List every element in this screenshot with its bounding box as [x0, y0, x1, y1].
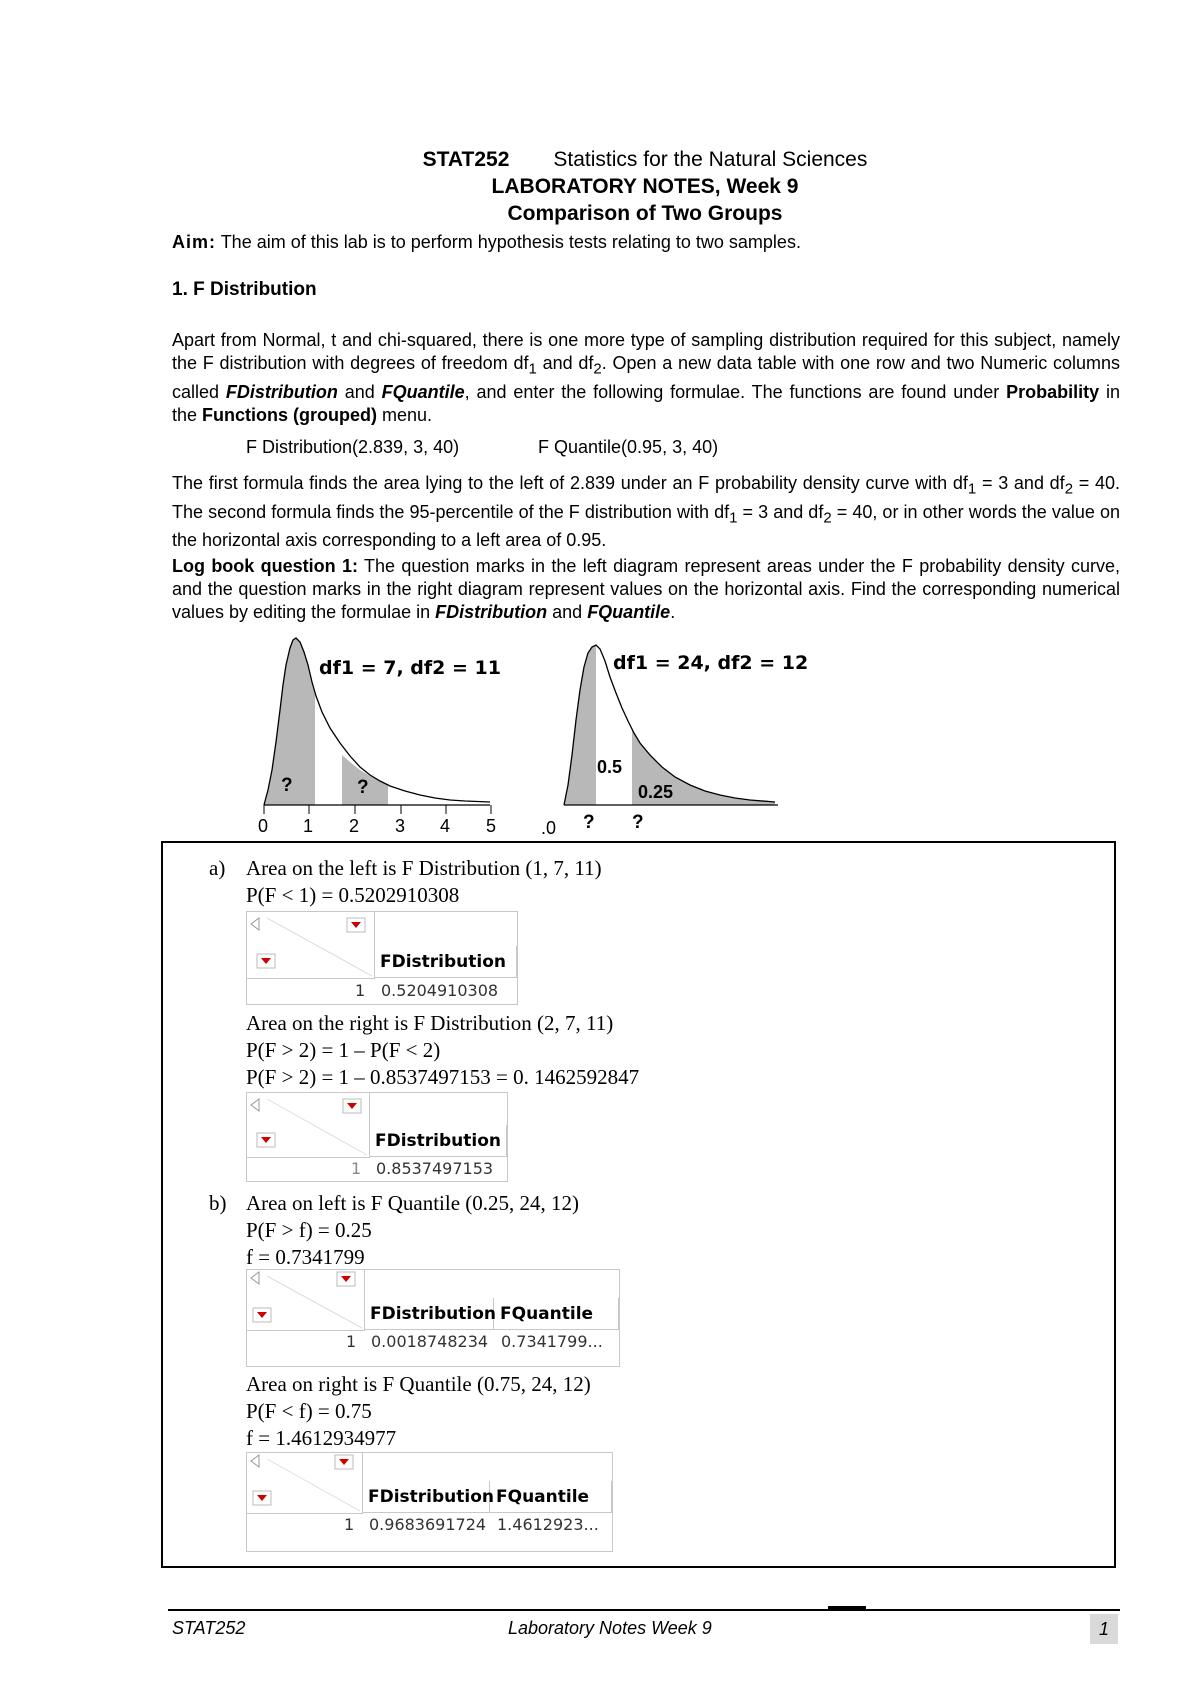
cell-value[interactable]: 0.8537497153	[376, 1159, 494, 1178]
footer-rule	[168, 1609, 1120, 1611]
row-number: 1	[351, 1159, 362, 1178]
p1-text-a: Apart from Normal, t and chi-squared, there is one more type of sampling distribution required for this subject, namely the F distribution with degrees of freedom df	[172, 330, 1120, 373]
left-tick-1: 1	[303, 816, 314, 836]
aim	[172, 231, 1132, 254]
column-header-fdistribution[interactable]: FDistribution	[374, 946, 517, 978]
table-corner	[247, 1453, 363, 1514]
section-heading: 1. F Distribution	[172, 279, 317, 300]
left-q1: ?	[281, 775, 293, 796]
log-label: Log book question 1:	[172, 556, 358, 576]
collapse-icon	[251, 1099, 259, 1111]
p2-text-e: = 40, or in other words the value on the horizontal axis corresponding to a left area of 0.95.	[172, 501, 1121, 551]
column-header-fquantile[interactable]: FQuantile	[490, 1481, 612, 1513]
p2-text-a: The first formula finds the area lying to the left of 2.839 under an F probability density curve with df	[172, 473, 968, 493]
left-tick-0: 0	[258, 816, 269, 836]
paragraph-2	[172, 472, 1120, 552]
jmp-table-b2	[246, 1452, 613, 1552]
p1-text-d: , and enter the following formulae. The functions are found under	[464, 381, 1007, 402]
p2-sub-2: 2	[1064, 480, 1074, 498]
p2-text-c: = 40. The second formula finds the 95-percentile of the F distribution with df	[172, 473, 1120, 522]
answer-b-line-3: f = 0.7341799	[246, 1245, 365, 1269]
fdist-name: FDistribution	[225, 381, 338, 402]
right-tick-0: .0	[541, 818, 557, 838]
right-diagram-label: df1 = 24, df2 = 12	[613, 652, 809, 674]
left-tick-4: 4	[440, 816, 451, 836]
answer-b-line-2: P(F > f) = 0.25	[246, 1218, 372, 1242]
log-book-question	[172, 555, 1120, 624]
answer-a-label: a)	[209, 856, 226, 880]
p1-in-the: in the	[172, 381, 1120, 425]
cell-value[interactable]: 0.5204910308	[381, 981, 499, 1000]
p2-sub-1: 1	[967, 480, 977, 498]
lab-title: LABORATORY NOTES, Week 9	[491, 175, 799, 198]
left-q2: ?	[357, 777, 369, 798]
jmp-table-a2	[246, 1092, 508, 1182]
p1-menu: menu.	[377, 404, 433, 425]
answer-b-line-1: Area on left is F Quantile (0.25, 24, 12)	[246, 1191, 580, 1215]
left-diagram-label: df1 = 7, df2 = 11	[319, 657, 501, 679]
answer-a-line-3: Area on the right is F Distribution (2, 7, 11)	[246, 1011, 614, 1035]
answer-b-line-5: P(F < f) = 0.75	[246, 1399, 372, 1423]
answer-a-line-2: P(F < 1) = 0.5202910308	[246, 883, 460, 907]
table-corner	[247, 1270, 365, 1331]
p2-sub-4: 2	[823, 509, 832, 527]
answer-a-line-4: P(F > 2) = 1 – P(F < 2)	[246, 1038, 441, 1062]
formula-2: F Quantile(0.95, 3, 40)	[538, 437, 719, 457]
right-q1: ?	[583, 812, 595, 833]
table-corner	[247, 1093, 370, 1158]
column-header-fdistribution[interactable]: FDistribution	[369, 1125, 507, 1157]
log-fdist: FDistribution	[435, 602, 548, 622]
log-fquant: FQuantile	[587, 602, 671, 622]
column-header-fdistribution[interactable]: FDistribution	[362, 1481, 490, 1513]
right-tail-value: 0.25	[638, 782, 674, 802]
column-header-fquantile[interactable]: FQuantile	[494, 1298, 619, 1330]
row-number: 1	[346, 1332, 357, 1351]
course-header	[0, 146, 1200, 174]
row-number: 1	[355, 981, 366, 1000]
footer-course: STAT252	[172, 1618, 246, 1638]
cell-value-fquantile[interactable]: 0.7341799...	[501, 1332, 603, 1351]
cell-value-fdistribution[interactable]: 0.0018748234	[371, 1332, 489, 1351]
jmp-table-b1	[246, 1269, 620, 1367]
left-tick-2: 2	[349, 816, 360, 836]
sub-1: 1	[528, 360, 537, 378]
course-title: Statistics for the Natural Sciences	[553, 148, 868, 171]
footer-rule-mark	[828, 1606, 866, 1609]
probability-label: Probability	[1006, 381, 1100, 402]
functions-label: Functions (grouped)	[202, 404, 378, 425]
p1-and: and	[337, 381, 382, 402]
collapse-icon	[251, 918, 259, 930]
aim-text: The aim of this lab is to perform hypothesis tests relating to two samples.	[220, 232, 801, 252]
p2-text-d: = 3 and df	[737, 501, 824, 522]
left-tick-3: 3	[395, 816, 406, 836]
left-tick-5: 5	[486, 816, 497, 836]
footer-title: Laboratory Notes Week 9	[508, 1618, 712, 1638]
paragraph-1	[172, 329, 1120, 427]
answer-b-line-6: f = 1.4612934977	[246, 1426, 397, 1450]
column-header-fdistribution[interactable]: FDistribution	[364, 1298, 494, 1330]
topic-title: Comparison of Two Groups	[507, 202, 783, 225]
p1-text-c: . Open a new data table with one row and two Numeric columns called	[172, 353, 1121, 402]
right-q2: ?	[632, 812, 644, 833]
sub-2: 2	[593, 360, 602, 378]
p1-text-b: and df	[536, 353, 594, 373]
row-number: 1	[344, 1515, 355, 1534]
jmp-table-a1	[246, 911, 518, 1005]
log-end: .	[670, 602, 676, 622]
answer-b-line-4: Area on right is F Quantile (0.75, 24, 12)	[246, 1372, 591, 1396]
formula-1: F Distribution(2.839, 3, 40)	[246, 437, 460, 457]
collapse-icon	[251, 1272, 259, 1284]
aim-label: Aim:	[172, 232, 216, 252]
collapse-icon	[251, 1455, 259, 1467]
cell-value-fquantile[interactable]: 1.4612923...	[497, 1515, 599, 1534]
course-code: STAT252	[422, 148, 510, 171]
answer-a-line-5: P(F > 2) = 1 – 0.8537497153 = 0. 1462592847	[246, 1065, 640, 1089]
p2-text-b: = 3 and df	[976, 473, 1065, 493]
right-mid-value: 0.5	[597, 757, 623, 777]
fquant-name: FQuantile	[381, 381, 465, 402]
p2-sub-3: 1	[729, 509, 738, 527]
page-number: 1	[1090, 1614, 1118, 1644]
log-and: and	[547, 602, 588, 622]
cell-value-fdistribution[interactable]: 0.9683691724	[369, 1515, 487, 1534]
table-corner	[247, 912, 375, 979]
answer-a-line-1: Area on the left is F Distribution (1, 7, 11)	[246, 856, 602, 880]
log-text: The question marks in the left diagram represent areas under the F probability density curve, and the question marks in the right diagram represent values on the horizontal axis. Find the corresponding numerical values by editing the formulae in	[172, 556, 1120, 622]
answer-b-label: b)	[209, 1191, 227, 1215]
